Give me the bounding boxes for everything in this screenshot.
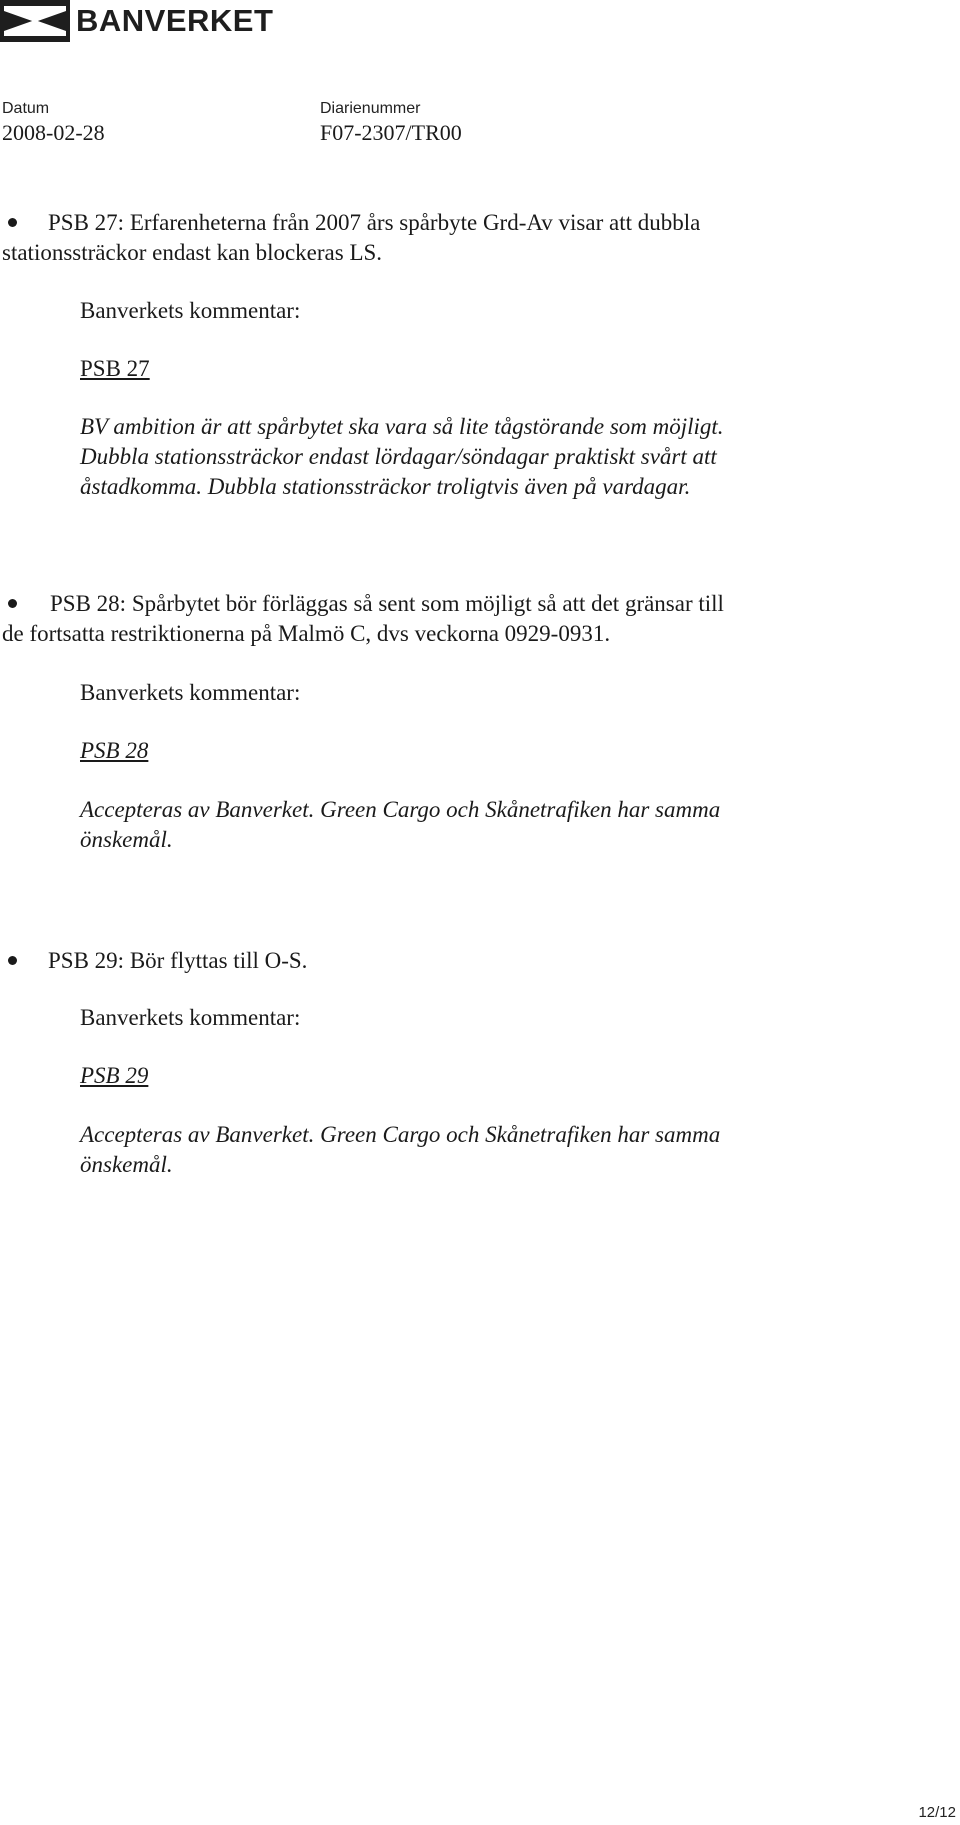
- datum-label: Datum: [2, 100, 50, 117]
- psb27-answer-line-2: Dubbla stationssträckor endast lördagar/söndagar praktiskt svårt att: [80, 444, 717, 469]
- psb27-ref: PSB 27: [80, 356, 150, 381]
- banverket-logo: [0, 0, 273, 42]
- psb29-answer-line-2: önskemål.: [80, 1152, 173, 1177]
- page-number: 12/12: [918, 1804, 956, 1821]
- psb28-answer-line-1: Accepteras av Banverket. Green Cargo och Skånetrafiken har samma: [80, 797, 721, 822]
- datum-value: 2008-02-28: [2, 120, 105, 145]
- psb29-statement-line-1: PSB 29: Bör flyttas till O-S.: [48, 948, 308, 973]
- psb29-answer-line-1: Accepteras av Banverket. Green Cargo och Skånetrafiken har samma: [80, 1122, 721, 1147]
- psb27-statement-line-1: PSB 27: Erfarenheterna från 2007 års spårbyte Grd-Av visar att dubbla: [48, 210, 701, 235]
- bullet-icon: [8, 218, 17, 227]
- psb27-statement-line-2: stationssträckor endast kan blockeras LS.: [2, 240, 383, 265]
- diarienummer-value: F07-2307/TR00: [320, 120, 462, 145]
- logo-text: BANVERKET: [76, 3, 274, 38]
- diarienummer-label: Diarienummer: [320, 100, 421, 117]
- psb27-comment-label: Banverkets kommentar:: [80, 298, 301, 323]
- psb28-comment-label: Banverkets kommentar:: [80, 680, 301, 705]
- psb27-answer-line-1: BV ambition är att spårbytet ska vara så lite tågstörande som möjligt.: [80, 414, 724, 439]
- psb28-statement-line-2: de fortsatta restriktionerna på Malmö C, dvs veckorna 0929-0931.: [2, 621, 611, 646]
- bullet-icon: [8, 956, 17, 965]
- psb29-comment-label: Banverkets kommentar:: [80, 1005, 301, 1030]
- psb28-ref: PSB 28: [80, 738, 149, 763]
- psb27-answer-line-3: åstadkomma. Dubbla stationssträckor troligtvis även på vardagar.: [80, 474, 691, 499]
- psb28-statement-line-1: PSB 28: Spårbytet bör förläggas så sent som möjligt så att det gränsar till: [50, 591, 724, 616]
- banverket-emblem-icon: [0, 0, 70, 42]
- bullet-icon: [8, 599, 17, 608]
- psb29-ref: PSB 29: [80, 1063, 149, 1088]
- psb28-answer-line-2: önskemål.: [80, 827, 173, 852]
